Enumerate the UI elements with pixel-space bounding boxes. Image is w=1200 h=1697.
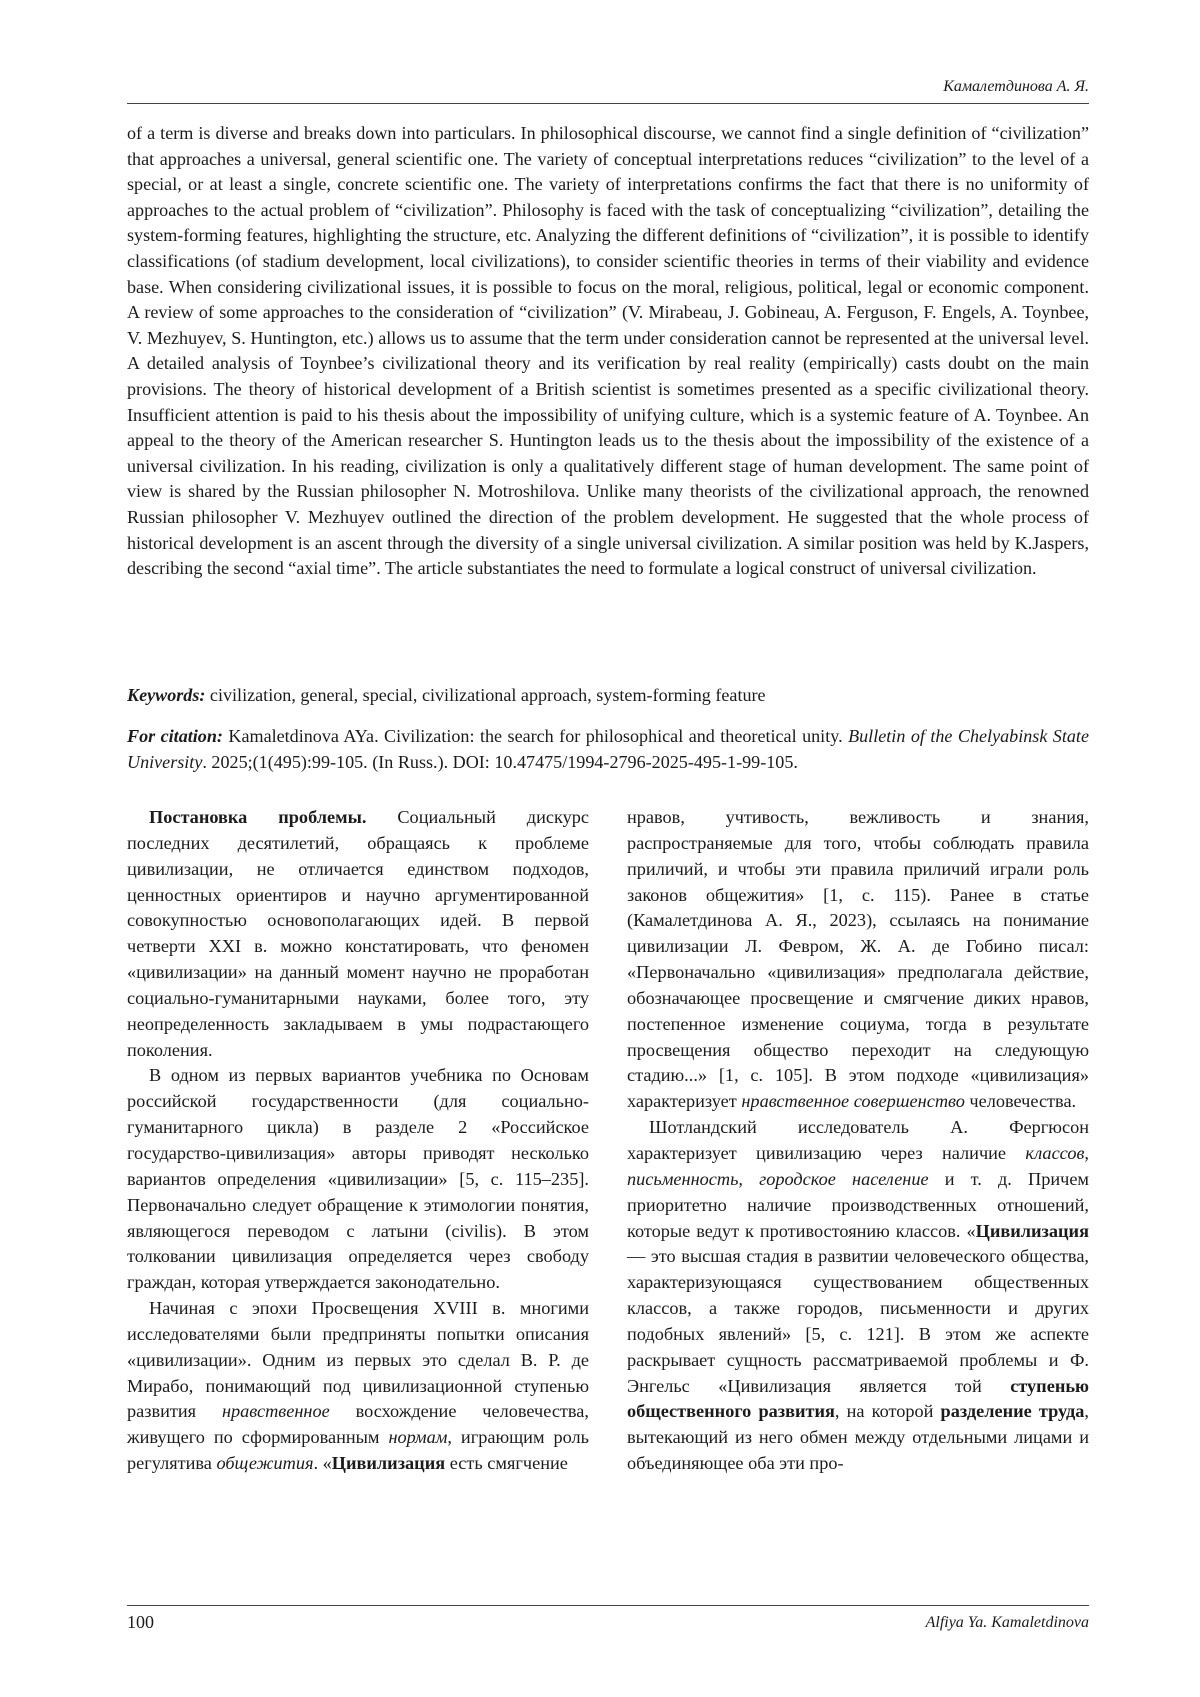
paragraph-text: Начиная с эпохи Просвещения XVIII в. многими исследователями были предприняты попытки описания «цивилизации». Одним из первых это сделал В. Р. де Мирабо, понимающий под цивилизационной ступенью развития [127, 1298, 589, 1422]
paragraph-text: В одном из первых вариантов учебника по Основам российской государственности (для социально-гуманитарного цикла) в разделе 2 «Российское государство-цивилизация» авторы приводят несколько вариантов определения «цивилизации» [5, с. 115–235]. Первоначально следует обращение к этимологии понятия, являющегося переводом с латыни (civilis). В этом толковании цивилизация определяется через свободу граждан, которая утверждается законодательно. [127, 1065, 589, 1293]
emphasis: нравственное [221, 1401, 330, 1422]
paragraph-text: — это высшая стадия в развитии человеческого общества, характеризующаяся существованием общественных классов, а также городов, письменности и других подобных явлений» [5, с. 121]. В этом же аспекте раскрывает сущность рассматриваемой проблемы и Ф. Энгельс «Цивилизация является той [627, 1246, 1089, 1396]
page-number: 100 [127, 1612, 154, 1632]
keywords-label: Keywords: [127, 685, 206, 705]
paragraph-text: , на которой [834, 1401, 941, 1422]
paragraph-text: . « [313, 1453, 332, 1474]
paragraph [127, 805, 589, 1063]
paragraph [627, 1115, 1089, 1477]
journal-page [127, 0, 1089, 1697]
paragraph-text: Шотландский исследователь А. Фергюсон характеризует цивилизацию через наличие [627, 1117, 1089, 1163]
paragraph-text: восхождение человечества, живущего по сформированным [127, 1401, 589, 1448]
citation-journal: Bulletin of the Chelyabinsk State University [127, 726, 1089, 772]
emphasis: общежития [216, 1453, 314, 1474]
abstract-text: of a term is diverse and breaks down into particulars. In philosophical discourse, we cannot find a single definition of “civilization” that approaches a universal, general scientific one. The variety of conceptual interpretations reduces “civilization” to the level of a special, or at least a single, concrete scientific one. The variety of interpretations confirms the fact that there is no uniformity of approaches to the actual problem of “civilization”. Philosophy is faced with the task of conceptualizing “civilization”, detailing the system-forming features, highlighting the structure, etc. Analyzing the different definitions of “civilization”, it is possible to identify classifications (of stadium development, local civilizations), to consider scientific theories in terms of their viability and evidence base. When considering civilizational issues, it is possible to focus on the moral, religious, political, legal or economic component. A review of some approaches to the consideration of “civilization” (V. Mirabeau, J. Gobineau, A. Ferguson, F. Engels, A. Toynbee, V. Mezhuyev, S. Huntington, etc.) allows us to assume that the term under consideration cannot be represented at the universal level. A detailed analysis of Toynbee’s civilizational theory and its verification by real reality (empirically) casts doubt on the main provisions. The theory of historical development of a British scientist is sometimes presented as a specific civilizational theory. Insufficient attention is paid to his thesis about the impossibility of unifying culture, which is a systemic feature of A. Toynbee. An appeal to the theory of the American researcher S. Huntington leads us to the thesis about the impossibility of the existence of a universal civilization. In his reading, civilization is only a qualitatively different stage of human development. The same point of view is shared by the Russian philosopher N. Motroshilova. Unlike many theorists of the civilizational approach, the renowned Russian philosopher V. Mezhuyev outlined the direction of the problem development. He suggested that the whole process of historical development is an ascent through the diversity of a single universal civilization. A similar position was held by K.Jaspers, describing the second “axial time”. The article substantiates the need to formulate a logical construct of universal civilization. [127, 123, 1089, 579]
paragraph [127, 1063, 589, 1296]
footer-rule [127, 1605, 1089, 1606]
emphasis: нормам [388, 1427, 448, 1448]
paragraph-text: Социальный дискурс последних десятилетий, обращаясь к проблеме цивилизации, не отличается единством подходов, ценностных ориентиров и научно аргументированной совокупностью основополагающих идей. В первой четверти XXI в. можно констатировать, что феномен «цивилизации» на данный момент научно не проработан социально-гуманитарными науками, более того, эту неопределенность закладываем в умы подрастающего поколения. [127, 807, 589, 1060]
section-heading: Постановка проблемы. [149, 807, 367, 827]
paragraph-text: нравов, учтивость, вежливость и знания, распространяемые для того, чтобы соблюдать правила приличий, и чтобы эти правила приличий играли роль законов общежития» [1, с. 115). Ранее в статье (Камалетдинова А. Я., 2023), ссылаясь на понимание цивилизации Л. Февром, Ж. А. де Гобино писал: «Первоначально «цивилизация» предполагала действие, обозначающее просвещение и смягчение диких нравов, постепенное изменение социума, тогда в результате просвещения общество переходит на следующую стадию...» [1, с. 105]. В этом подходе «цивилизация» характеризует [627, 807, 1089, 1112]
bold-term: разделение труда [940, 1401, 1085, 1422]
paragraph-text: есть смягчение [445, 1453, 568, 1474]
running-footer-author: Alfiya Ya. Kamaletdinova [925, 1614, 1089, 1631]
keywords-line [127, 683, 1089, 709]
paragraph-text: и т. д. Причем приоритетно наличие производственных отношений, которые ведут к противостоянию классов. « [627, 1168, 1090, 1241]
emphasis: нравственное совершенство [741, 1091, 965, 1112]
paragraph [127, 1296, 589, 1477]
paragraph-text: , вытекающий из него обмен между отдельными лицами и объединяющее оба эти про- [627, 1401, 1089, 1474]
bold-term: ступенью общественного развития [627, 1375, 1089, 1422]
paragraph [627, 805, 1089, 1115]
citation-text-before: Kamaletdinova AYa. Civilization: the search for philosophical and theoretical unity. [222, 726, 849, 746]
header-rule [127, 103, 1089, 104]
emphasis: классов, письменность, городское население [627, 1142, 1089, 1189]
citation-text-after: . 2025;(1(495):99-105. (In Russ.). DOI: 10.47475/1994-2796-2025-495-1-99-105. [202, 751, 798, 772]
paragraph-text: , играющим роль регулятива [127, 1427, 589, 1474]
paragraph-text: человечества. [964, 1091, 1077, 1112]
bold-term: Цивилизация [975, 1220, 1089, 1241]
left-column [127, 805, 589, 1477]
citation-label: For citation: [127, 726, 223, 746]
running-header-author: Камалетдинова А. Я. [943, 78, 1089, 95]
citation-block [127, 724, 1089, 775]
right-column [627, 805, 1089, 1477]
keywords-text: civilization, general, special, civilizational approach, system-forming feature [205, 685, 766, 705]
bold-term: Цивилизация [331, 1453, 446, 1474]
